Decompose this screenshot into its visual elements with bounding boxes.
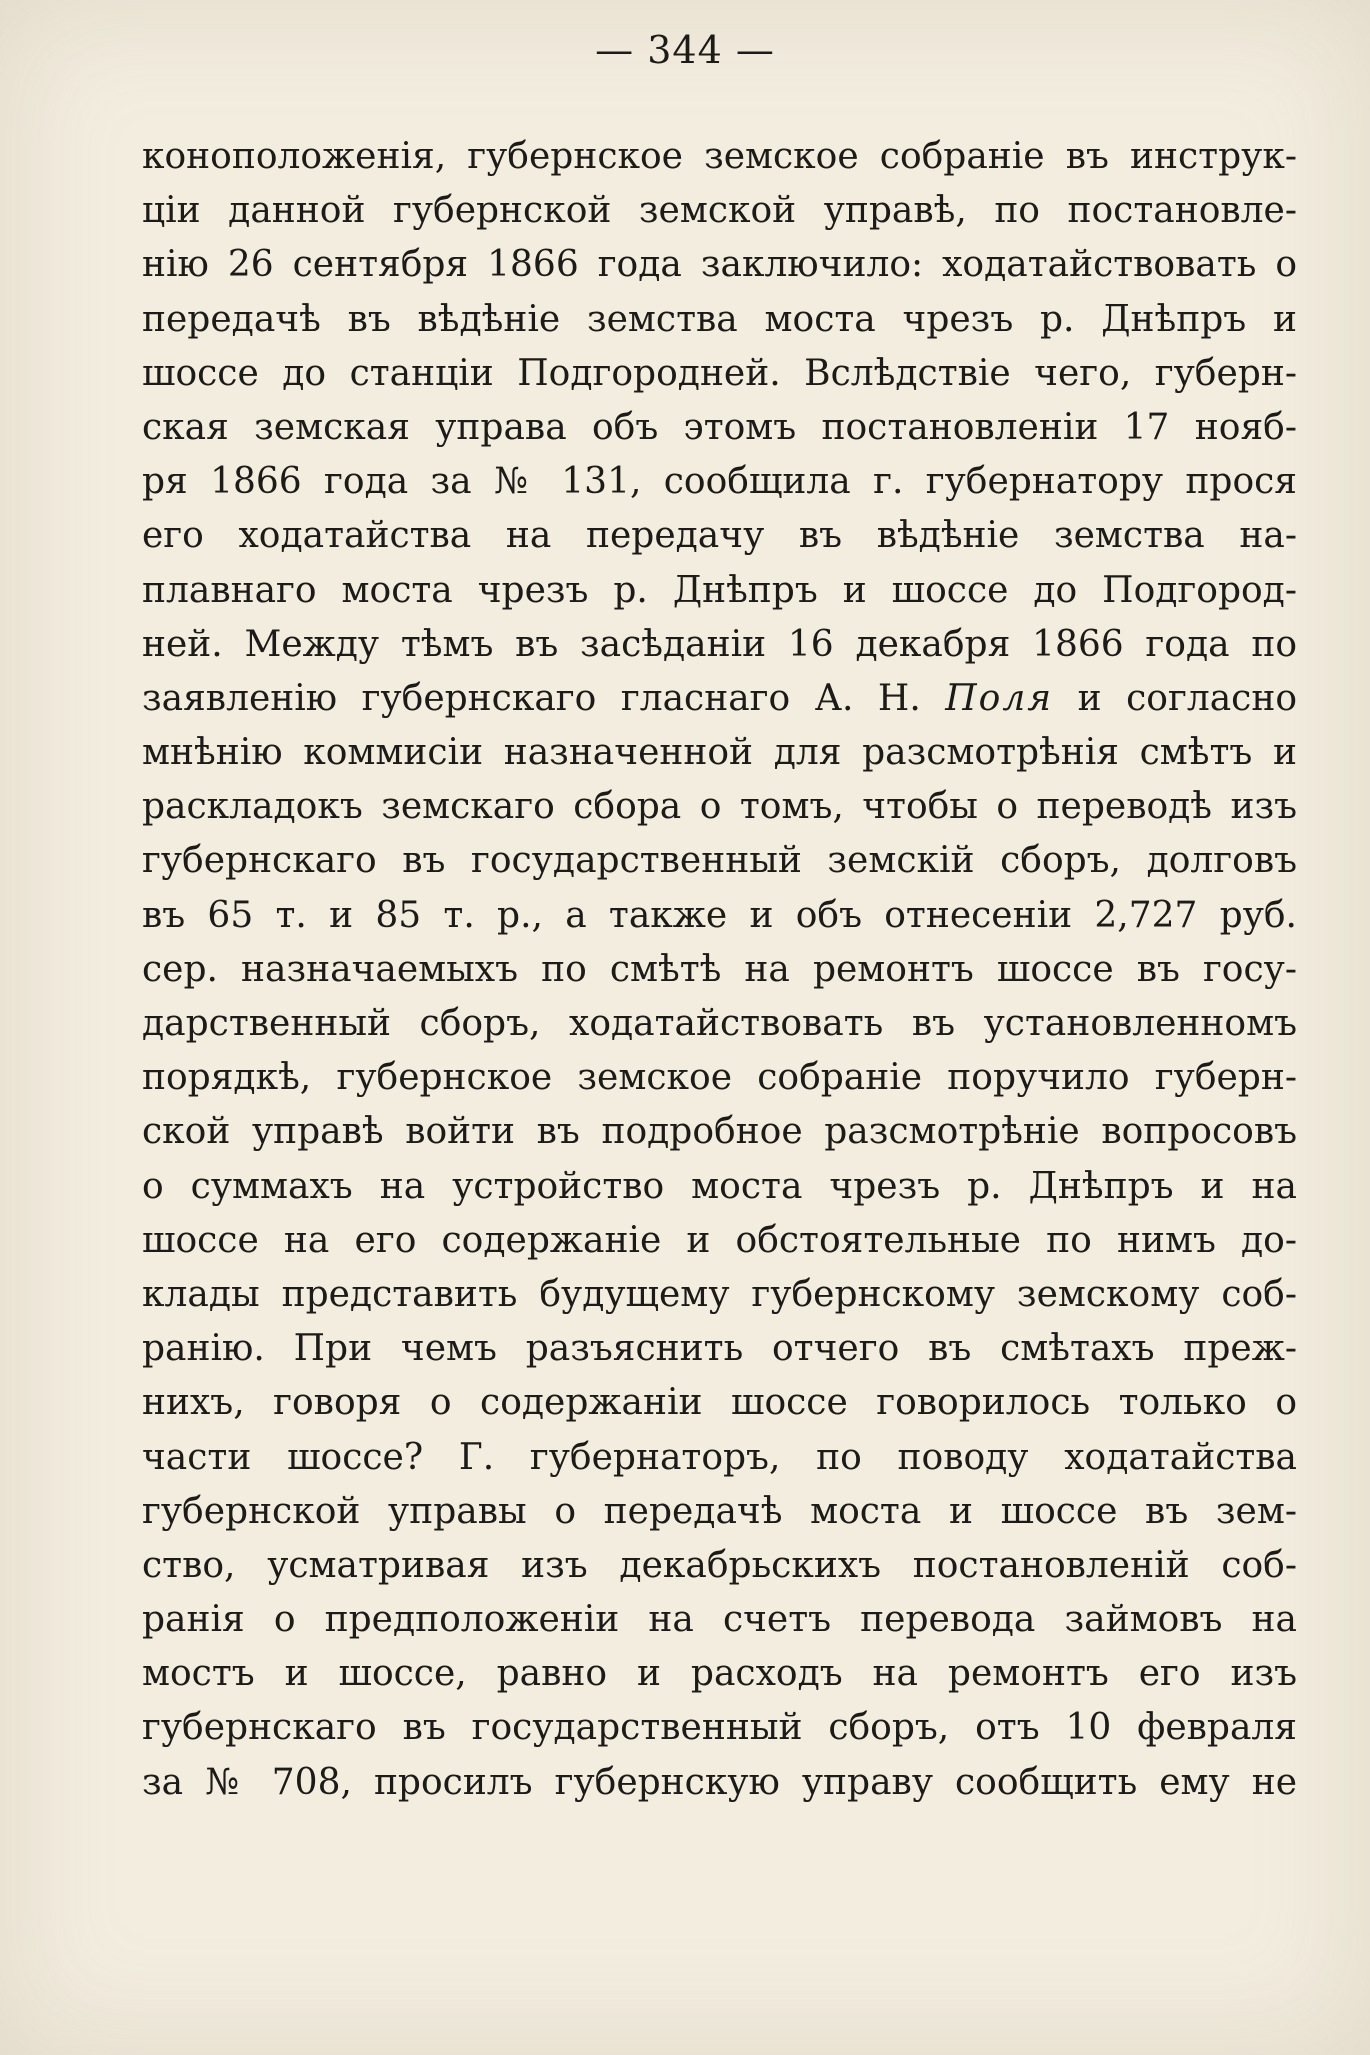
text-line: ціи данной губернской земской управѣ, по постановле-	[142, 190, 1297, 232]
text-line-with-italic-name	[142, 672, 1297, 726]
text-line: ря 1866 года за № 131, сообщила г. губернатору прося	[142, 461, 1297, 503]
text-line: коноположенія, губернское земское собраніе въ инструк-	[142, 136, 1297, 177]
text-line: ская земская управа объ этомъ постановленіи 17 нояб-	[142, 406, 1297, 448]
text-line: передачѣ въ вѣдѣніе земства моста чрезъ р. Днѣпръ и	[142, 298, 1297, 340]
text-line: части шоссе? Г. губернаторъ, по поводу ходатайства	[142, 1436, 1297, 1478]
text-line: клады представить будущему губернскому земскому соб-	[142, 1273, 1297, 1315]
text-line: нію 26 сентября 1866 года заключило: ходатайствовать о	[142, 244, 1297, 286]
text-line: шоссе до станціи Подгородней. Вслѣдствіе чего, губерн-	[142, 352, 1297, 394]
italic-surname: Поля	[945, 677, 1054, 719]
text-line: мнѣнію коммисіи назначенной для разсмотрѣнія смѣтъ и	[142, 732, 1297, 774]
text-line: губернской управы о передачѣ моста и шоссе въ зем-	[142, 1490, 1297, 1532]
text-line: шоссе на его содержаніе и обстоятельные по нимъ до-	[142, 1219, 1297, 1261]
page-number: — 344 —	[595, 28, 775, 72]
text-line: сер. назначаемыхъ по смѣтѣ на ремонтъ шоссе въ госу-	[142, 948, 1297, 990]
text-line: раскладокъ земскаго сбора о томъ, чтобы о переводѣ изъ	[142, 786, 1297, 828]
body-text	[142, 130, 1297, 1810]
line-segment: заявленію губернскаго гласнаго А. Н.	[142, 677, 946, 719]
text-line: въ 65 т. и 85 т. р., а также и объ отнесеніи 2,727 руб.	[142, 894, 1297, 936]
text-line: о суммахъ на устройство моста чрезъ р. Днѣпръ и на	[142, 1165, 1297, 1207]
text-line: ней. Между тѣмъ въ засѣданіи 16 декабря 1866 года по	[142, 623, 1297, 665]
text-line: за № 708, просилъ губернскую управу сообщить ему не	[142, 1761, 1297, 1803]
text-line: ранію. При чемъ разъяснить отчего въ смѣтахъ преж-	[142, 1328, 1297, 1370]
text-line: плавнаго моста чрезъ р. Днѣпръ и шоссе до Подгород-	[142, 569, 1297, 611]
line-segment: и согласно	[1053, 677, 1297, 719]
text-line: ство, усматривая изъ декабрьскихъ постановленій соб-	[142, 1544, 1297, 1586]
text-line: его ходатайства на передачу въ вѣдѣніе земства на-	[142, 515, 1297, 557]
text-line: ранія о предположеніи на счетъ перевода займовъ на	[142, 1599, 1297, 1641]
text-line: губернскаго въ государственный земскій сборъ, долговъ	[142, 840, 1297, 882]
text-line: губернскаго въ государственный сборъ, отъ 10 февраля	[142, 1707, 1297, 1749]
text-line: мостъ и шоссе, равно и расходъ на ремонтъ его изъ	[142, 1653, 1297, 1695]
text-line: дарственный сборъ, ходатайствовать въ установленномъ	[142, 1003, 1297, 1044]
text-line: порядкѣ, губернское земское собраніе поручило губерн-	[142, 1057, 1297, 1099]
text-line: ской управѣ войти въ подробное разсмотрѣніе вопросовъ	[142, 1111, 1297, 1153]
text-line: нихъ, говоря о содержаніи шоссе говорилось только о	[142, 1382, 1297, 1424]
